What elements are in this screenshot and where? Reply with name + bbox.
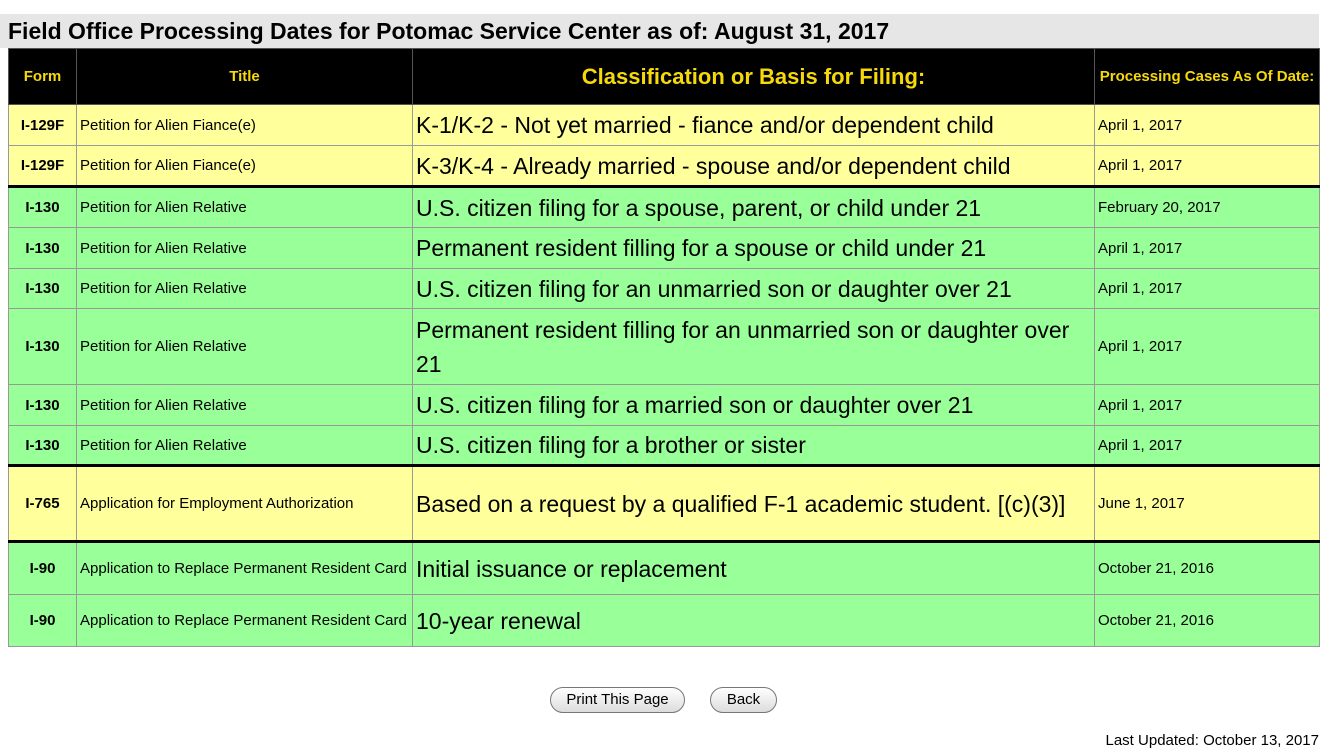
- table-row: [9, 385, 1320, 426]
- header-form: Form: [9, 49, 77, 105]
- cell-title: Application for Employment Authorization: [77, 466, 413, 542]
- table-row: [9, 269, 1320, 309]
- cell-form: I-130: [9, 385, 77, 426]
- cell-date: April 1, 2017: [1095, 309, 1320, 385]
- table-row: [9, 595, 1320, 647]
- cell-form: I-130: [9, 426, 77, 466]
- header-classification: Classification or Basis for Filing:: [413, 49, 1095, 105]
- cell-title: Petition for Alien Fiance(e): [77, 105, 413, 146]
- processing-dates-table: [8, 48, 1320, 647]
- cell-form: I-90: [9, 542, 77, 595]
- cell-title: Petition for Alien Relative: [77, 309, 413, 385]
- cell-classification: K-1/K-2 - Not yet married - fiance and/or dependent child: [413, 105, 1095, 146]
- cell-title: Petition for Alien Relative: [77, 228, 413, 269]
- cell-classification: Permanent resident filling for an unmarried son or daughter over 21: [413, 309, 1095, 385]
- cell-date: October 21, 2016: [1095, 595, 1320, 647]
- cell-date: April 1, 2017: [1095, 105, 1320, 146]
- page-title: Field Office Processing Dates for Potomac Service Center as of: August 31, 2017: [0, 14, 1319, 48]
- cell-classification: U.S. citizen filing for a brother or sister: [413, 426, 1095, 466]
- cell-date: April 1, 2017: [1095, 146, 1320, 187]
- cell-form: I-129F: [9, 146, 77, 187]
- cell-title: Petition for Alien Relative: [77, 426, 413, 466]
- table-row: [9, 466, 1320, 542]
- cell-title: Application to Replace Permanent Resident Card: [77, 595, 413, 647]
- print-button[interactable]: Print This Page: [550, 687, 685, 713]
- last-updated-date: October 13, 2017: [1203, 732, 1319, 749]
- cell-date: February 20, 2017: [1095, 187, 1320, 228]
- cell-title: Petition for Alien Relative: [77, 269, 413, 309]
- cell-date: April 1, 2017: [1095, 426, 1320, 466]
- cell-title: Petition for Alien Relative: [77, 187, 413, 228]
- cell-date: April 1, 2017: [1095, 385, 1320, 426]
- cell-title: Petition for Alien Fiance(e): [77, 146, 413, 187]
- last-updated-label: Last Updated:: [1105, 732, 1199, 749]
- table-header-row: [9, 49, 1320, 105]
- table-row: [9, 228, 1320, 269]
- table-row: [9, 105, 1320, 146]
- back-button[interactable]: Back: [710, 687, 777, 713]
- header-title: Title: [77, 49, 413, 105]
- cell-classification: U.S. citizen filing for a married son or daughter over 21: [413, 385, 1095, 426]
- cell-form: I-765: [9, 466, 77, 542]
- header-processing-date: Processing Cases As Of Date:: [1095, 49, 1320, 105]
- cell-title: Petition for Alien Relative: [77, 385, 413, 426]
- cell-form: I-129F: [9, 105, 77, 146]
- cell-classification: K-3/K-4 - Already married - spouse and/or dependent child: [413, 146, 1095, 187]
- table-row: [9, 426, 1320, 466]
- cell-form: I-90: [9, 595, 77, 647]
- table-row: [9, 146, 1320, 187]
- cell-form: I-130: [9, 269, 77, 309]
- table-row: [9, 187, 1320, 228]
- cell-classification: Permanent resident filling for a spouse or child under 21: [413, 228, 1095, 269]
- cell-date: October 21, 2016: [1095, 542, 1320, 595]
- cell-classification: U.S. citizen filing for an unmarried son or daughter over 21: [413, 269, 1095, 309]
- last-updated: [1106, 732, 1320, 750]
- cell-classification: U.S. citizen filing for a spouse, parent, or child under 21: [413, 187, 1095, 228]
- table-row: [9, 542, 1320, 595]
- table-row: [9, 309, 1320, 385]
- cell-date: April 1, 2017: [1095, 269, 1320, 309]
- cell-form: I-130: [9, 309, 77, 385]
- cell-date: June 1, 2017: [1095, 466, 1320, 542]
- cell-classification: Based on a request by a qualified F-1 academic student. [(c)(3)]: [413, 466, 1095, 542]
- cell-date: April 1, 2017: [1095, 228, 1320, 269]
- cell-form: I-130: [9, 228, 77, 269]
- cell-classification: Initial issuance or replacement: [413, 542, 1095, 595]
- cell-classification: 10-year renewal: [413, 595, 1095, 647]
- cell-form: I-130: [9, 187, 77, 228]
- cell-title: Application to Replace Permanent Resident Card: [77, 542, 413, 595]
